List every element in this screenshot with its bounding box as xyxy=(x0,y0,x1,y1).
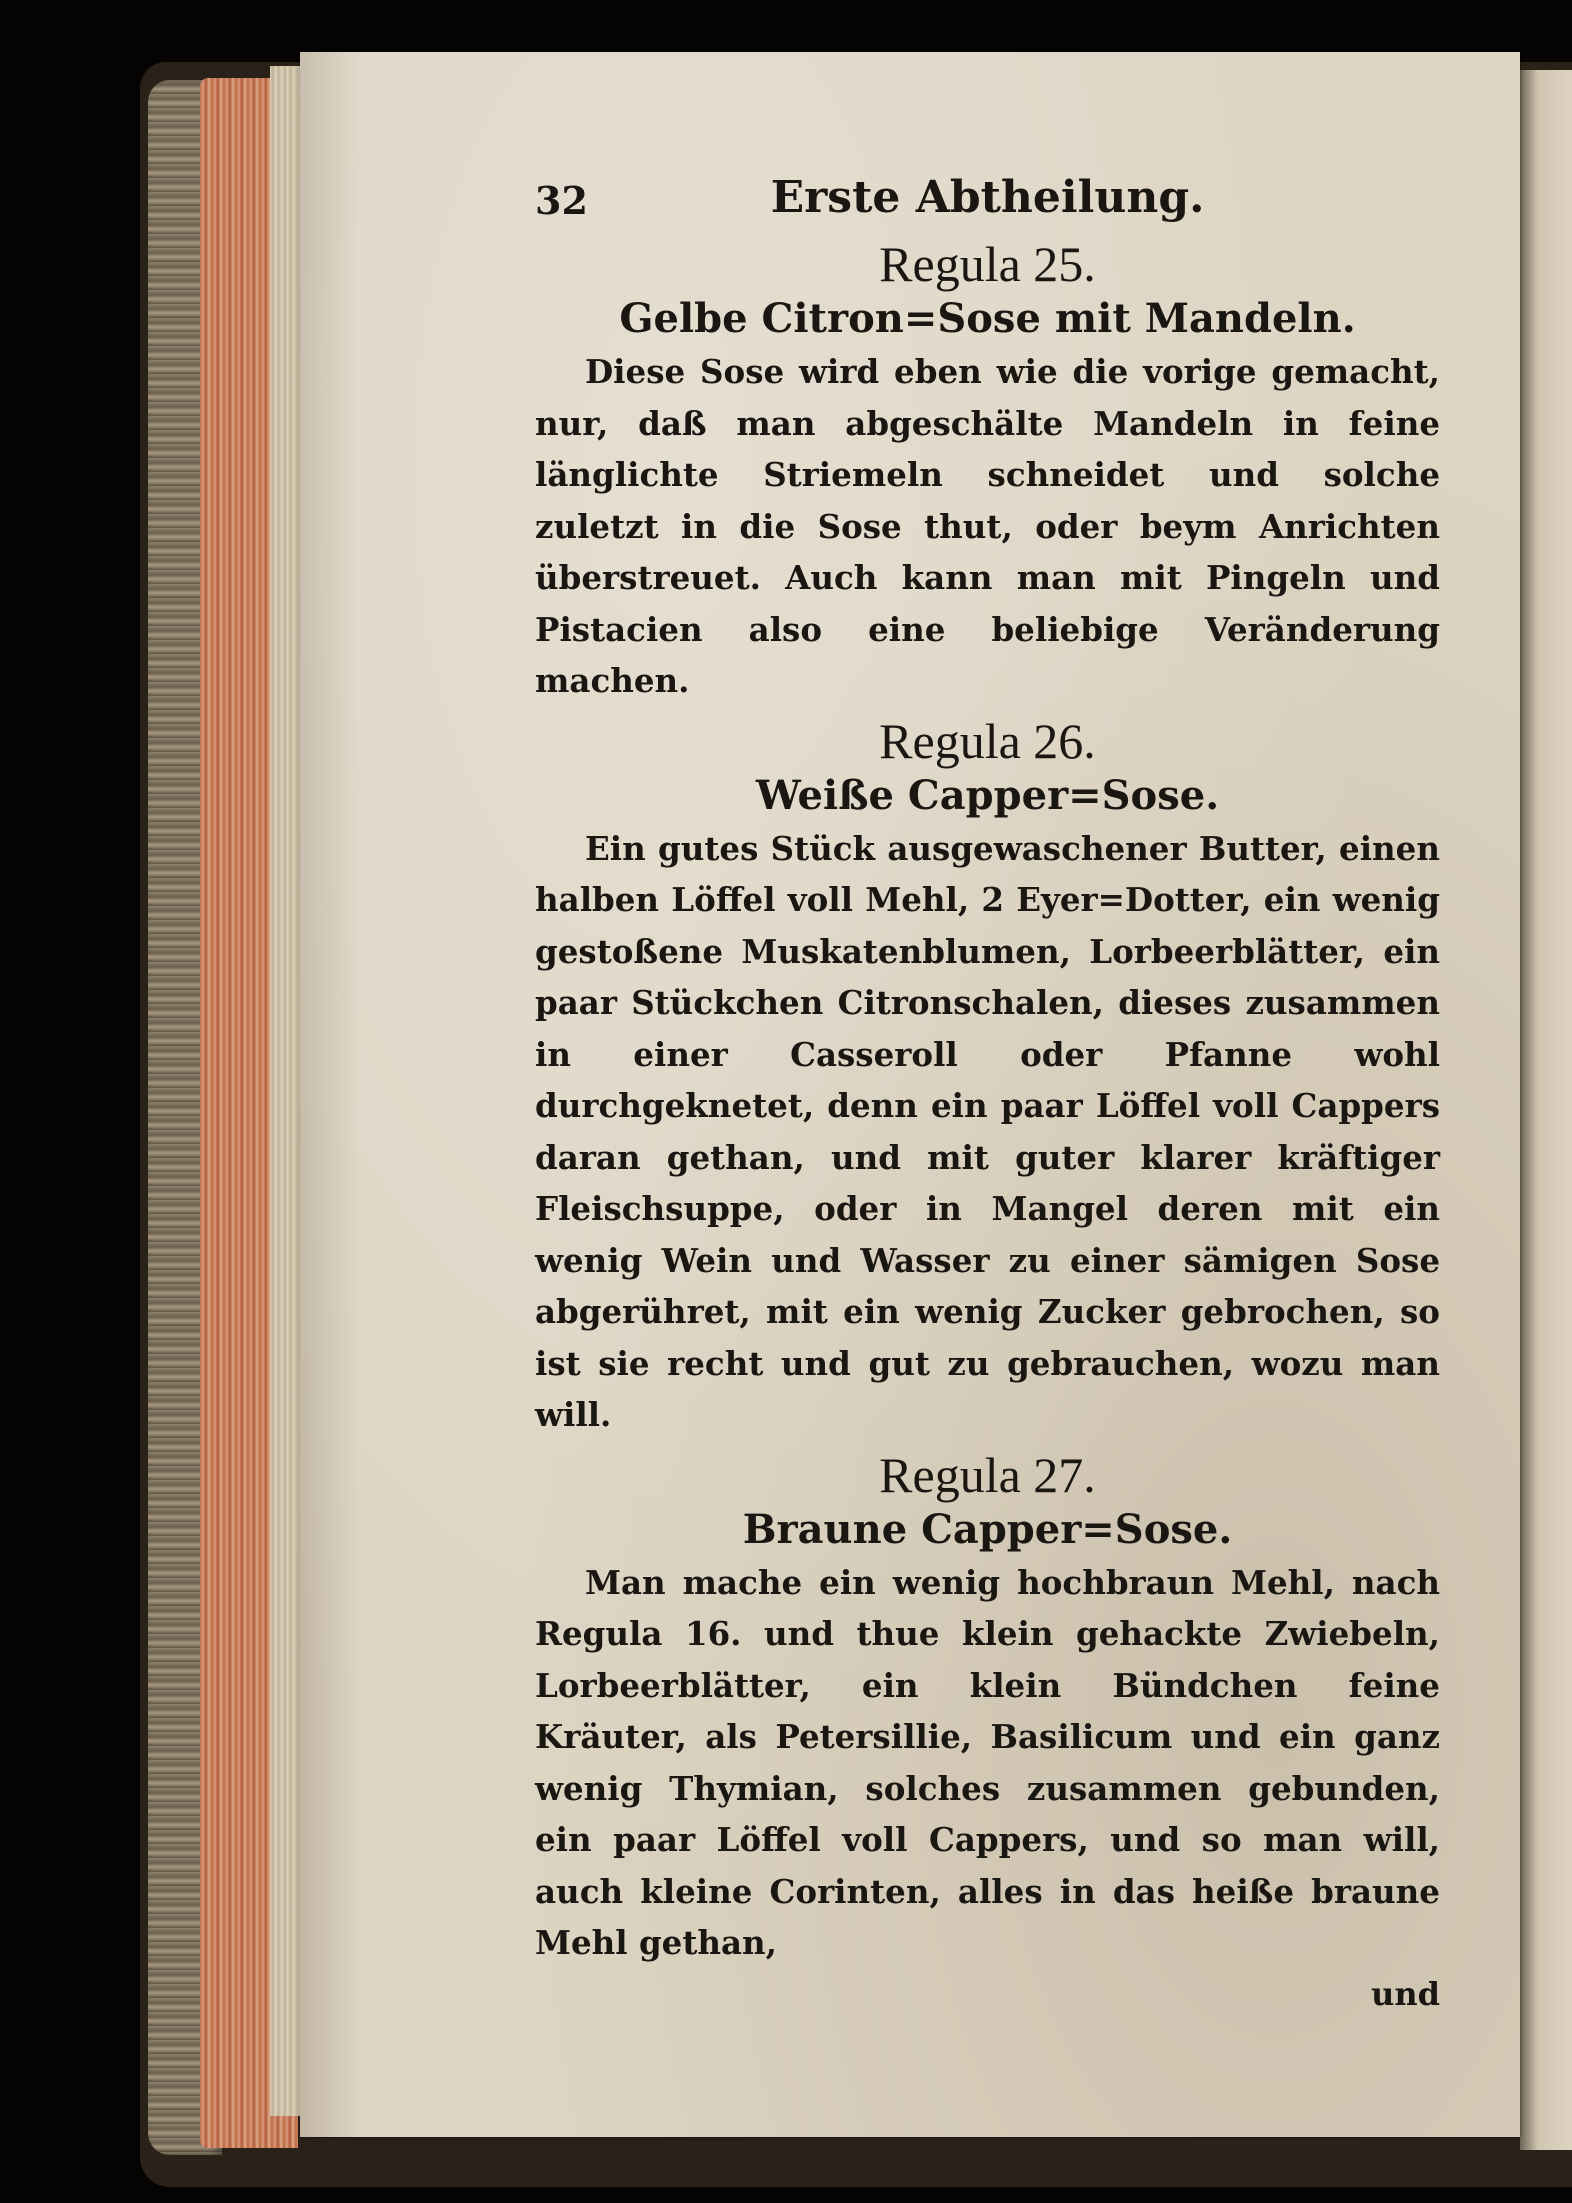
recipe-title: Braune Capper=Sose. xyxy=(742,1505,1233,1553)
running-title: Erste Abtheilung. xyxy=(770,172,1205,223)
section-regula-25 xyxy=(535,236,1440,707)
recipe-text: Ein gutes Stück ausgewaschener Butter, einen halben Löffel voll Mehl, 2 Eyer=Dotter, ein wenig gestoßene Muskatenblumen, Lorbeerblätter, ein paar Stückchen Citronschalen, dieses zusammen in einer Casseroll oder Pfanne wohl durchgeknetet, denn ein paar Löffel voll Cappers daran gethan, und mit guter klarer kräftiger Fleischsuppe, oder in Mangel deren mit ein wenig Wein und Wasser zu einer sämigen Sose abgerühret, mit ein wenig Zucker gebrochen, so ist sie recht und gut zu gebrauchen, wozu man will. xyxy=(535,828,1440,1434)
regula-heading: Regula 26. xyxy=(879,712,1096,769)
facing-page-edge xyxy=(1520,70,1572,2150)
recipe-title: Weiße Capper=Sose. xyxy=(755,771,1220,819)
page-number: 32 xyxy=(535,178,588,223)
section-regula-26 xyxy=(535,713,1440,1441)
catchword: und xyxy=(1371,1974,1440,2013)
recipe-text: Man mache ein wenig hochbraun Mehl, nach Regula 16. und thue klein gehackte Zwiebeln, Lorbeerblätter, ein klein Bündchen feine Kräuter, als Petersillie, Basilicum und ein ganz wenig Thymian, solches zusammen gebunden, ein paar Löffel voll Cappers, und so man will, auch kleine Corinten, alles in das heiße braune Mehl gethan, xyxy=(535,1562,1440,1962)
recipe-text: Diese Sose wird eben wie die vorige gemacht, nur, daß man abgeschälte Mandeln in feine länglichte Striemeln schneidet und solche zuletzt in die Sose thut, oder beym Anrichten überstreuet. Auch kann man mit Pingeln und Pistacien also eine beliebige Veränderung machen. xyxy=(535,352,1440,700)
regula-heading: Regula 27. xyxy=(879,1446,1096,1503)
section-regula-27 xyxy=(535,1447,1440,1969)
page-content xyxy=(535,150,1440,2017)
running-head xyxy=(535,150,1440,230)
regula-heading: Regula 25. xyxy=(879,236,1096,292)
recipe-title: Gelbe Citron=Sose mit Mandeln. xyxy=(619,295,1356,342)
